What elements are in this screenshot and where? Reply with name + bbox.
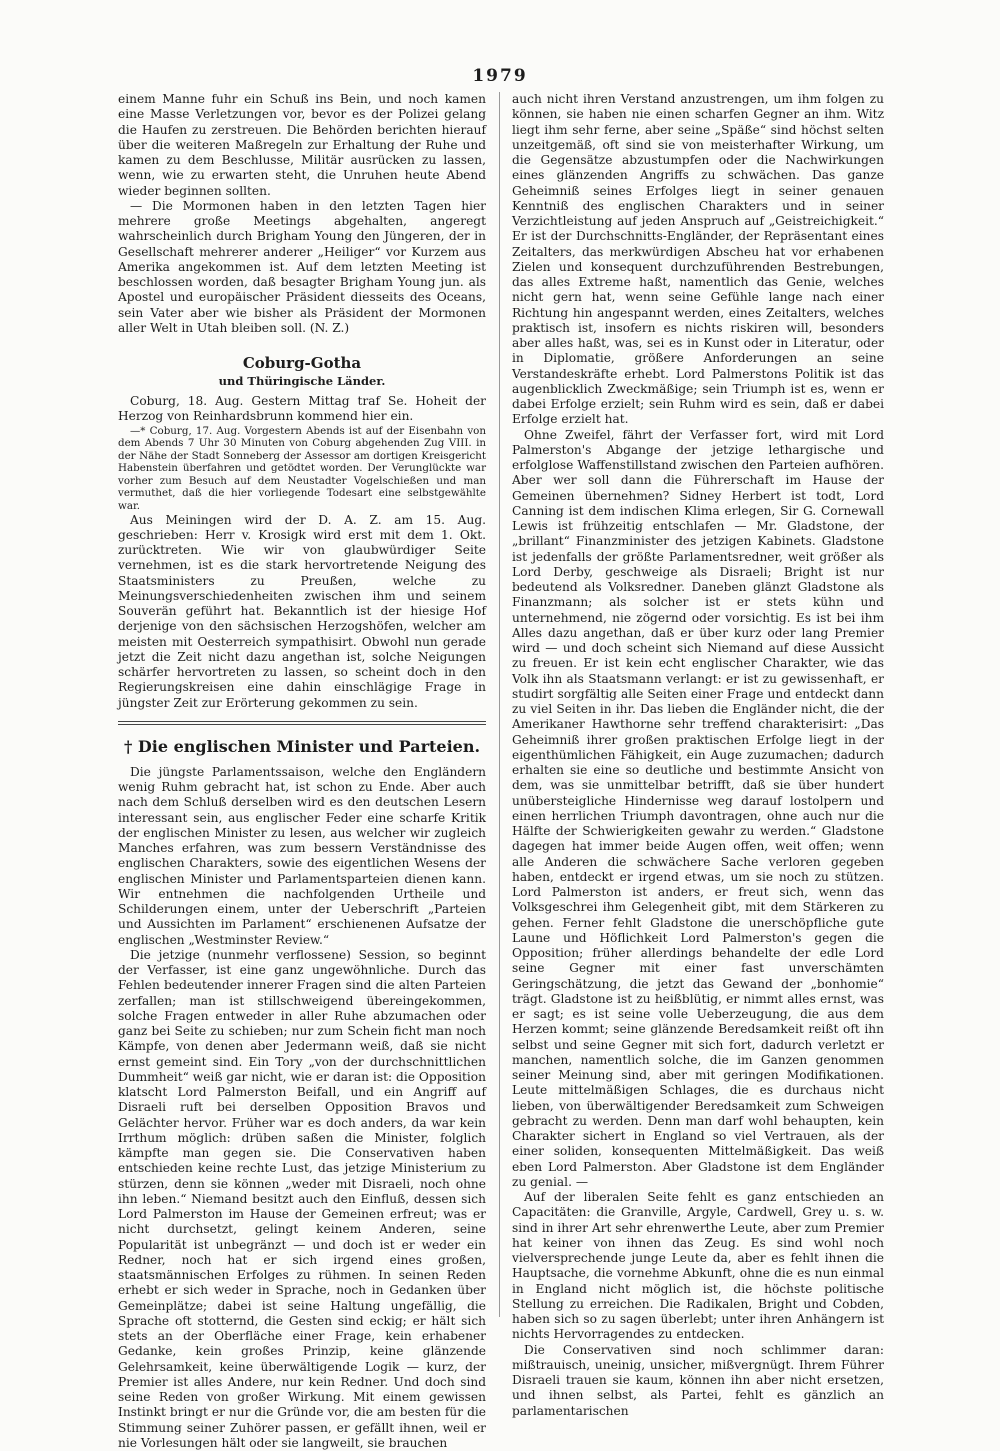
paragraph: —* Coburg, 17. Aug. Vorgestern Abends ist auf der Eisenbahn von dem Abends 7 Uhr 30 Minuten von Coburg abgehenden Zug VIII. in der Nähe der Stadt Sonneberg der Assessor am dortigen Kreisgericht Habenstein überfahren und getödtet worden. Der Verunglückte war vorher zum Besuch auf dem Neustadter Vogelschießen und man vermuthet, daß die hier vorliegende Todesart eine selbstgewählte war.: [118, 424, 486, 513]
right-column: [512, 92, 884, 1418]
section-divider: [118, 721, 486, 725]
paragraph: einem Manne fuhr ein Schuß ins Bein, und noch kamen eine Masse Verletzungen vor, bevor es der Polizei gelang die Haufen zu zerstreuen. Die Behörden berichten hierauf über die weiteren Maßregeln zur Erhaltung der Ruhe und kamen zu dem Beschlusse, Militär ausrücken zu lassen, wenn, wie zu erwarten steht, die Unruhen heute Abend wieder beginnen sollten.: [118, 92, 486, 198]
paragraph: Aus Meiningen wird der D. A. Z. am 15. Aug. geschrieben: Herr v. Krosigk wird erst mit dem 1. Okt. zurücktreten. Wie wir von glaubwürdiger Seite vernehmen, ist es die stark hervortretende Neigung des Staatsministers zu Preußen, welche zu Meinungsverschiedenheiten zwischen ihm und seinem Souverän geführt hat. Bekanntlich ist der hiesige Hof derjenige von den sächsischen Herzogshöfen, welcher am meisten mit Oesterreich sympathisirt. Obwohl nun gerade jetzt die Zeit nicht dazu angethan ist, solche Neigungen schärfer hervortreten zu lassen, so scheint doch in den Regierungskreisen eine dahin einschlägige Frage in jüngster Zeit zur Erörterung gekommen zu sein.: [118, 512, 486, 710]
paragraph: Ohne Zweifel, fährt der Verfasser fort, wird mit Lord Palmerston's Abgange der jetzige lethargische und erfolglose Waffenstillstand zwischen den Parteien aufhören. Aber wer soll dann die Führerschaft im Hause der Gemeinen übernehmen? Sidney Herbert ist todt, Lord Canning ist dem indischen Klima erlegen, Sir G. Cornewall Lewis ist frühzeitig entschlafen — Mr. Gladstone, der „brillant“ Finanzminister des jetzigen Kabinets. Gladstone ist jedenfalls der größte Parlamentsredner, weit größer als Lord Derby, geschweige als Disraeli; Bright ist nur bedeutend als Volksredner. Daneben glänzt Gladstone als Finanzmann; als solcher ist er stets kühn und unternehmend, nie zögernd oder vorsichtig. Es ist bei ihm Alles dazu angethan, daß er über kurz oder lang Premier wird — und doch scheint sich Niemand auf diese Aussicht zu freuen. Er ist kein echt englischer Charakter, wie das Volk ihn als Staatsmann verlangt: er ist zu gewissenhaft, er studirt sorgfältig alle Seiten einer Frage und entdeckt dann zu viel Seiten in ihr. Das lieben die Engländer nicht, die der Amerikaner Hawthorne sehr treffend charakterisirt: „Das Geheimniß ihrer großen praktischen Erfolge liegt in der eigenthümlichen Fähigkeit, ein Auge zuzumachen; dadurch erhalten sie eine so deutliche und bestimmte Ansicht von dem, was sie unmittelbar betrifft, daß sie über hundert unübersteigliche Hindernisse weg darauf lostolpern und einen herrlichen Triumph davontragen, ohne auch nur die Hälfte der Schwierigkeiten gewahr zu werden.“ Gladstone dagegen hat immer beide Augen offen, weit offen; wenn alle Anderen die schwächere Sache verloren gegeben haben, entdeckt er irgend etwas, um sie noch zu stützen. Lord Palmerston ist anders, er freut sich, wenn das Volksgeschrei ihm Gelegenheit gibt, mit dem Stärkeren zu gehen. Ferner fehlt Gladstone die unerschöpfliche gute Laune und Höflichkeit Lord Palmerston's gegen die Opposition; früher allerdings behandelte der edle Lord seine Gegner mit einer fast unverschämten Geringschätzung, die jetzt das Gewand der „bonhomie“ trägt. Gladstone ist zu heißblütig, er nimmt alles ernst, was er sagt; es ist seine volle Ueberzeugung, die aus dem Herzen kommt; seine glänzende Beredsamkeit reißt oft ihn selbst und seine Gegner mit sich fort, dadurch verletzt er manchen, namentlich solche, die im Ganzen genommen seiner Meinung sind, aber mit geringen Modifikationen. Leute mittelmäßigen Schlages, die es durchaus nicht lieben, von überwältigender Beredsamkeit zum Schweigen gebracht zu werden. Denn man darf wohl behaupten, kein Charakter sichert in England so viel Vertrauen, als der einer soliden, konsequenten Mittelmäßigkeit. Das weiß eben Lord Palmerston. Aber Gladstone ist dem Engländer zu genial. —: [512, 427, 884, 1189]
section-title: Coburg-Gotha: [242, 354, 362, 372]
article-title: † Die englischen Minister und Parteien.: [123, 736, 481, 756]
page-number: 1979: [472, 66, 528, 86]
paragraph: — Die Mormonen haben in den letzten Tagen hier mehrere große Meetings abgehalten, angeregt wahrscheinlich durch Brigham Young den Jüngeren, der in Gesellschaft mehrerer anderer „Heiliger“ vor Kurzem aus Amerika angekommen ist. Auf dem letzten Meeting ist beschlossen worden, daß besagter Brigham Young jun. als Apostel und europäischer Präsident diesseits des Oceans, sein Vater aber wie bisher als Präsident der Mormonen aller Welt in Utah bleiben soll. (N. Z.): [118, 198, 486, 335]
left-column: [118, 92, 486, 1450]
paragraph: Auf der liberalen Seite fehlt es ganz entschieden an Capacitäten: die Granville, Argyle, Cardwell, Grey u. s. w. sind in ihrer Art sehr ehrenwerthe Leute, aber zum Premier hat keiner von ihnen das Zeug. Es sind wohl noch vielversprechende junge Leute da, aber es fehlt ihnen die Hauptsache, die vornehme Abkunft, ohne die es nun einmal in England nicht möglich ist, die höchste politische Stellung zu erreichen. Die Radikalen, Bright und Cobden, haben sich so zu sagen überlebt; unter ihren Anhängern ist nichts Hervorragendes zu entdecken.: [512, 1190, 884, 1342]
paragraph: Coburg, 18. Aug. Gestern Mittag traf Se. Hoheit der Herzog von Reinhardsbrunn kommend hier ein.: [118, 394, 486, 424]
paragraph: auch nicht ihren Verstand anzustrengen, um ihm folgen zu können, sie haben nie einen scharfen Gegner an ihm. Witz liegt ihm sehr ferne, aber seine „Späße“ sind höchst selten unzeitgemäß, oft sind sie von meisterhafter Wirkung, um die Gegensätze abzustumpfen oder die Nachwirkungen eines glänzenden Angriffs zu schwächen. Das ganze Geheimniß seines Erfolges liegt in seiner genauen Kenntniß des englischen Charakters und in seiner Verzichtleistung auf jeden Anspruch auf „Geistreichigkeit.“ Er ist der Durchschnitts-Engländer, der Repräsentant eines Zeitalters, das merkwürdigen Abscheu hat vor erhabenen Zielen und konsequent durchzuführenden Bestrebungen, das alles Extreme haßt, namentlich das Genie, welches nicht gern hat, wenn seine Gefühle lange nach einer Richtung hin angespannt werden, eines Zeitalters, welches praktisch ist, insofern es nichts riskiren will, besonders aber alles haßt, was, sei es in Kunst oder in Literatur, oder in Diplomatie, größere Anforderungen an seine Verstandeskräfte erhebt. Lord Palmerstons Politik ist das augenblicklich Zweckmäßige; sein Triumph ist es, wenn er dabei Erfolge erzielt; sein Ruhm wird es sein, daß er dabei Erfolge erzielt hat.: [512, 92, 884, 427]
section-subtitle: und Thüringische Länder.: [218, 374, 386, 388]
paragraph: Die jüngste Parlamentssaison, welche den Engländern wenig Ruhm gebracht hat, ist schon zu Ende. Aber auch nach dem Schluß derselben wird es den deutschen Lesern interessant sein, aus englischer Feder eine scharfe Kritik der englischen Minister zu lesen, aus welcher wir zugleich Manches erfahren, was zum bessern Verständnisse des englischen Charakters, sowie des eigentlichen Wesens der englischen Minister und Parlamentsparteien dienen kann. Wir entnehmen die nachfolgenden Urtheile und Schilderungen einem, unter der Ueberschrift „Parteien und Aussichten im Parlament“ erschienenen Aufsatze der englischen „Westminster Review.“: [118, 764, 486, 947]
column-divider: [499, 92, 500, 1317]
paragraph: Die jetzige (nunmehr verflossene) Session, so beginnt der Verfasser, ist eine ganz ungewöhnliche. Durch das Fehlen bedeutender innerer Fragen sind die alten Parteien zerfallen; man ist stillschweigend übereingekommen, solche Fragen entweder in aller Ruhe abzumachen oder ganz bei Seite zu schieben; nur zum Schein ficht man noch Kämpfe, von denen aber Jedermann weiß, daß sie nicht ernst gemeint sind. Ein Tory „von der durchschnittlichen Dummheit“ weiß gar nicht, wie er daran ist: die Opposition klatscht Lord Palmerston Beifall, und ein Angriff auf Disraeli ruft bei derselben Opposition Bravos und Gelächter hervor. Früher war es doch anders, da war kein Irrthum möglich: drüben saßen die Minister, folglich kämpfte man gegen sie. Die Conservativen haben entschieden keine rechte Lust, das jetzige Ministerium zu stürzen, denn sie können „weder mit Disraeli, noch ohne ihn leben.“ Niemand besitzt auch den Einfluß, dessen sich Lord Palmerston im Hause der Gemeinen erfreut; was er nicht durchsetzt, gelingt keinem Anderen, seine Popularität ist unbegränzt — und doch ist er weder ein Redner, noch hat er sich irgend eines großen, staatsmännischen Erfolges zu rühmen. In seinen Reden erhebt er sich weder in Sprache, noch in Gedanken über Gemeinplätze; dabei ist seine Haltung ungefällig, die Sprache oft stotternd, die Gesten sind eckig; er hält sich stets an der Oberfläche einer Frage, kein erhabener Gedanke, kein großes Prinzip, keine glänzende Gelehrsamkeit, keine überwältigende Logik — kurz, der Premier ist alles Andere, nur kein Redner. Und doch sind seine Reden von großer Wirkung. Mit einem gewissen Instinkt bringt er nur die Gründe vor, die am besten für die Stimmung seiner Zuhörer passen, er gefällt ihnen, weil er nie Vorlesungen hält oder sie langweilt, sie brauchen: [118, 947, 486, 1450]
paragraph: Die Conservativen sind noch schlimmer daran: mißtrauisch, uneinig, unsicher, mißvergnügt. Ihrem Führer Disraeli trauen sie kaum, können ihn aber nicht ersetzen, und ihnen selbst, als Partei, fehlt es gänzlich an parlamentarischen: [512, 1342, 884, 1418]
